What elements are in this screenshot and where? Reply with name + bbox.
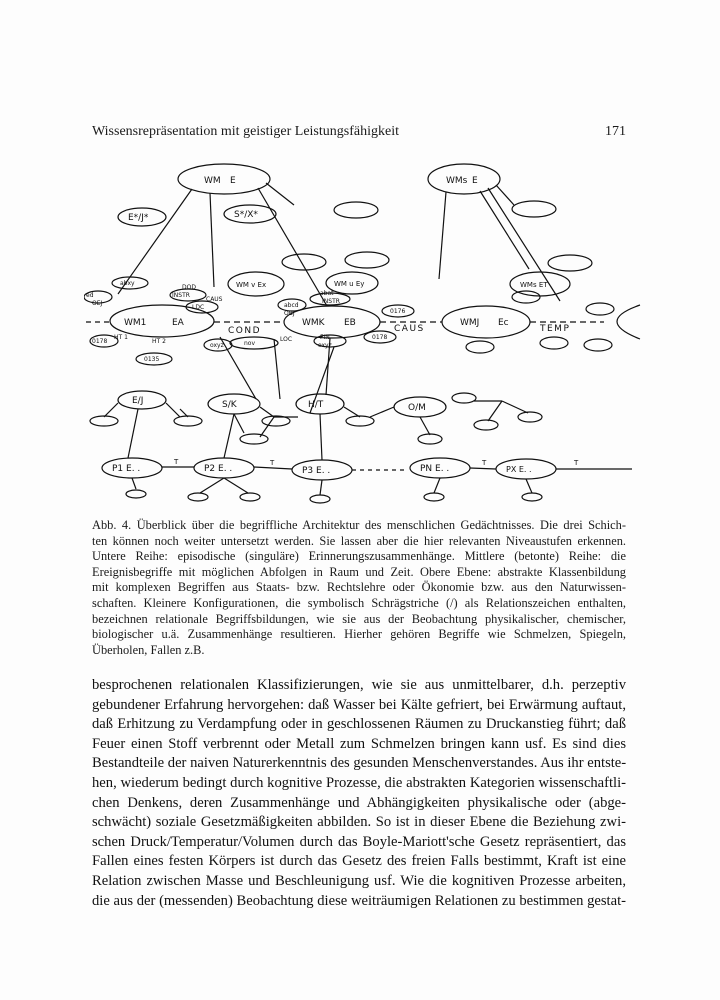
- svg-text:INSTR: INSTR: [172, 292, 190, 299]
- svg-text:abxy: abxy: [120, 280, 135, 287]
- caption-line: mit komplexen Begriffen aus Staats- bzw. Rechtslehre oder Ökonomie bzw. aus den Naturwissen-: [92, 580, 626, 595]
- svg-text:INSTR: INSTR: [322, 298, 340, 305]
- svg-text:CAUS: CAUS: [206, 296, 223, 303]
- caption-line: ten können noch weiter untersetzt werden. Sie lassen aber die hier relevanten Niveaustufen erkennen.: [92, 533, 626, 548]
- label-wm1: WM1: [124, 318, 147, 328]
- label-ej-top: E: [230, 176, 236, 186]
- caption-line: Überholen, Fallen z.B.: [92, 642, 205, 657]
- caption-line: Abb. 4. Überblick über die begriffliche Architektur des menschlichen Gedächtnisses. Die drei Schich-: [92, 518, 626, 532]
- page-number: 171: [605, 124, 626, 139]
- svg-text:oxyz: oxyz: [318, 342, 332, 349]
- svg-text:oxyz: oxyz: [210, 342, 224, 349]
- memory-architecture-diagram: [84, 155, 644, 505]
- label-wmj: WMJ: [460, 318, 480, 328]
- body-line: Bestandteile der naiven Naturerkenntnis des gesunden Menschenverstandes. Aus ihr entste-: [92, 755, 627, 772]
- body-line: schen Druck/Temperatur/Volumen durch das Boyle-Mariott'sche Gesetz repräsentiert, das: [92, 833, 626, 850]
- caption-line: biologischer u.ä. Zusammenhänge resultieren. Hierher gehören Begriffe wie Schmelzen, Spiegeln,: [92, 627, 626, 642]
- svg-text:0178: 0178: [372, 334, 388, 341]
- svg-text:OEJ: OEJ: [92, 300, 103, 307]
- label-wm-top: WM: [204, 176, 221, 186]
- caption-line: Untere Reihe: episodische (singuläre) Erinnerungszusammenhänge. Mittlere (betonte) Reihe: die: [92, 549, 626, 564]
- caption-line: Ereignisbegriffe mit möglichen Abfolgen in Raum und Zeit. Obere Ebene: abstrakte Klassenbildung: [92, 564, 626, 579]
- label-t-4: T: [574, 459, 579, 467]
- body-line: gebundener Erfahrung hervorgehen: daß Wasser bei Kälte gefriert, bei Erwärmung auftaut,: [92, 696, 626, 713]
- label-e-j: E/J: [132, 396, 144, 406]
- label-s-k: S/K: [222, 400, 237, 410]
- label-pn: PN E. .: [420, 464, 450, 474]
- body-line: Relation zwischen Masse und Beschleunigung usf. Wie die kognitiven Prozesse arbeiten,: [92, 872, 626, 889]
- label-t-1: T: [174, 458, 179, 466]
- label-p3: P3 E. .: [302, 466, 331, 476]
- body-line: Feuer einen Stoff verbrennt oder Metall zum Schmelzen bringen kann usf. Es sind dies: [92, 735, 626, 752]
- label-wms-et: WMs ET: [520, 281, 548, 289]
- svg-text:0176: 0176: [390, 308, 406, 315]
- label-p1: P1 E. .: [112, 464, 141, 474]
- label-ej-small: E*/J*: [128, 213, 149, 223]
- svg-text:0178: 0178: [92, 338, 108, 345]
- label-wmu: WM u Ey: [334, 280, 365, 288]
- body-line: chen Denkens, deren Zusammenhänge und Abhängigkeiten physikalische oder (abge-: [92, 794, 626, 811]
- body-line: Fallen eines festen Körpers ist durch das Gesetz des freien Falls bestimmt, Kraft ist eine: [92, 853, 626, 870]
- label-wmv: WM v Ex: [236, 281, 267, 289]
- running-head: [92, 124, 626, 140]
- node-empty-1: [334, 202, 378, 218]
- running-head-title: Wissensrepräsentation mit geistiger Leistungsfähigkeit: [92, 124, 399, 139]
- label-wms-top: WMs: [446, 176, 468, 186]
- body-line: besprochenen relationalen Klassifizierungen, wie sie aus unmittelbarer, d.h. perzeptiv: [92, 677, 626, 693]
- label-temp: TEMP: [540, 324, 571, 334]
- node-wmj-ec: [442, 306, 530, 338]
- diagram-canvas: [84, 155, 644, 505]
- label-h-t: H/T: [308, 400, 324, 410]
- label-t-2: T: [270, 459, 275, 467]
- body-line: schwächt) soziale Gesetzmäßigkeiten abbilden. So ist in dieser Ebene die Beziehung zwi-: [92, 814, 626, 831]
- label-p2: P2 E. .: [204, 464, 233, 474]
- label-ec: Ec: [498, 318, 509, 328]
- svg-text:HT 2: HT 2: [152, 338, 166, 345]
- svg-text:LOC: LOC: [280, 336, 293, 343]
- svg-text:ed: ed: [86, 292, 94, 299]
- node-empty-2: [512, 201, 556, 217]
- label-sx: S*/X*: [234, 210, 258, 220]
- svg-text:abat: abat: [320, 290, 334, 297]
- label-cond: COND: [228, 326, 262, 336]
- label-ex-top: E: [472, 176, 478, 186]
- svg-text:abcd: abcd: [284, 302, 299, 309]
- svg-text:LDC: LDC: [192, 304, 205, 311]
- label-px: PX E. .: [506, 465, 532, 474]
- node-empty-5: [548, 255, 592, 271]
- figure-caption: [92, 518, 626, 658]
- node-empty-4: [345, 252, 389, 268]
- caption-line: bezeichnen relationale Begriffsbildungen, wie sie aus der Beobachtung physikalischer, chemischer,: [92, 611, 626, 626]
- svg-text:nov: nov: [244, 340, 256, 347]
- svg-text:DOD: DOD: [182, 284, 196, 291]
- svg-text:HT 1: HT 1: [114, 334, 128, 341]
- label-ea: EA: [172, 318, 184, 328]
- label-eb: EB: [344, 318, 356, 328]
- svg-text:FIN: FIN: [320, 334, 330, 341]
- body-line: hen, wiederum bedingt durch kognitive Prozesse, die abstrakten Kategorien wissenschaftli-: [92, 774, 626, 791]
- body-line: die aus der (messenden) Beobachtung diese weiträumigen Relationen zu bestimmen gestat-: [92, 892, 626, 909]
- label-t-3: T: [482, 459, 487, 467]
- svg-text:0135: 0135: [144, 356, 160, 363]
- body-line: daß Erhitzung zu Verdampfung oder in geschlossenen Räumen zu Druckanstieg führt; daß: [92, 716, 626, 733]
- label-caus: CAUS: [394, 324, 425, 334]
- caption-line: schaften. Kleinere Konfigurationen, die symbolisch Schrägstriche (/) als Relationszeichen enthalten,: [92, 595, 626, 610]
- body-paragraph: [92, 676, 626, 911]
- label-wmk: WMK: [302, 318, 325, 328]
- label-o-m: O/M: [408, 403, 426, 413]
- svg-text:OBJ: OBJ: [284, 310, 295, 317]
